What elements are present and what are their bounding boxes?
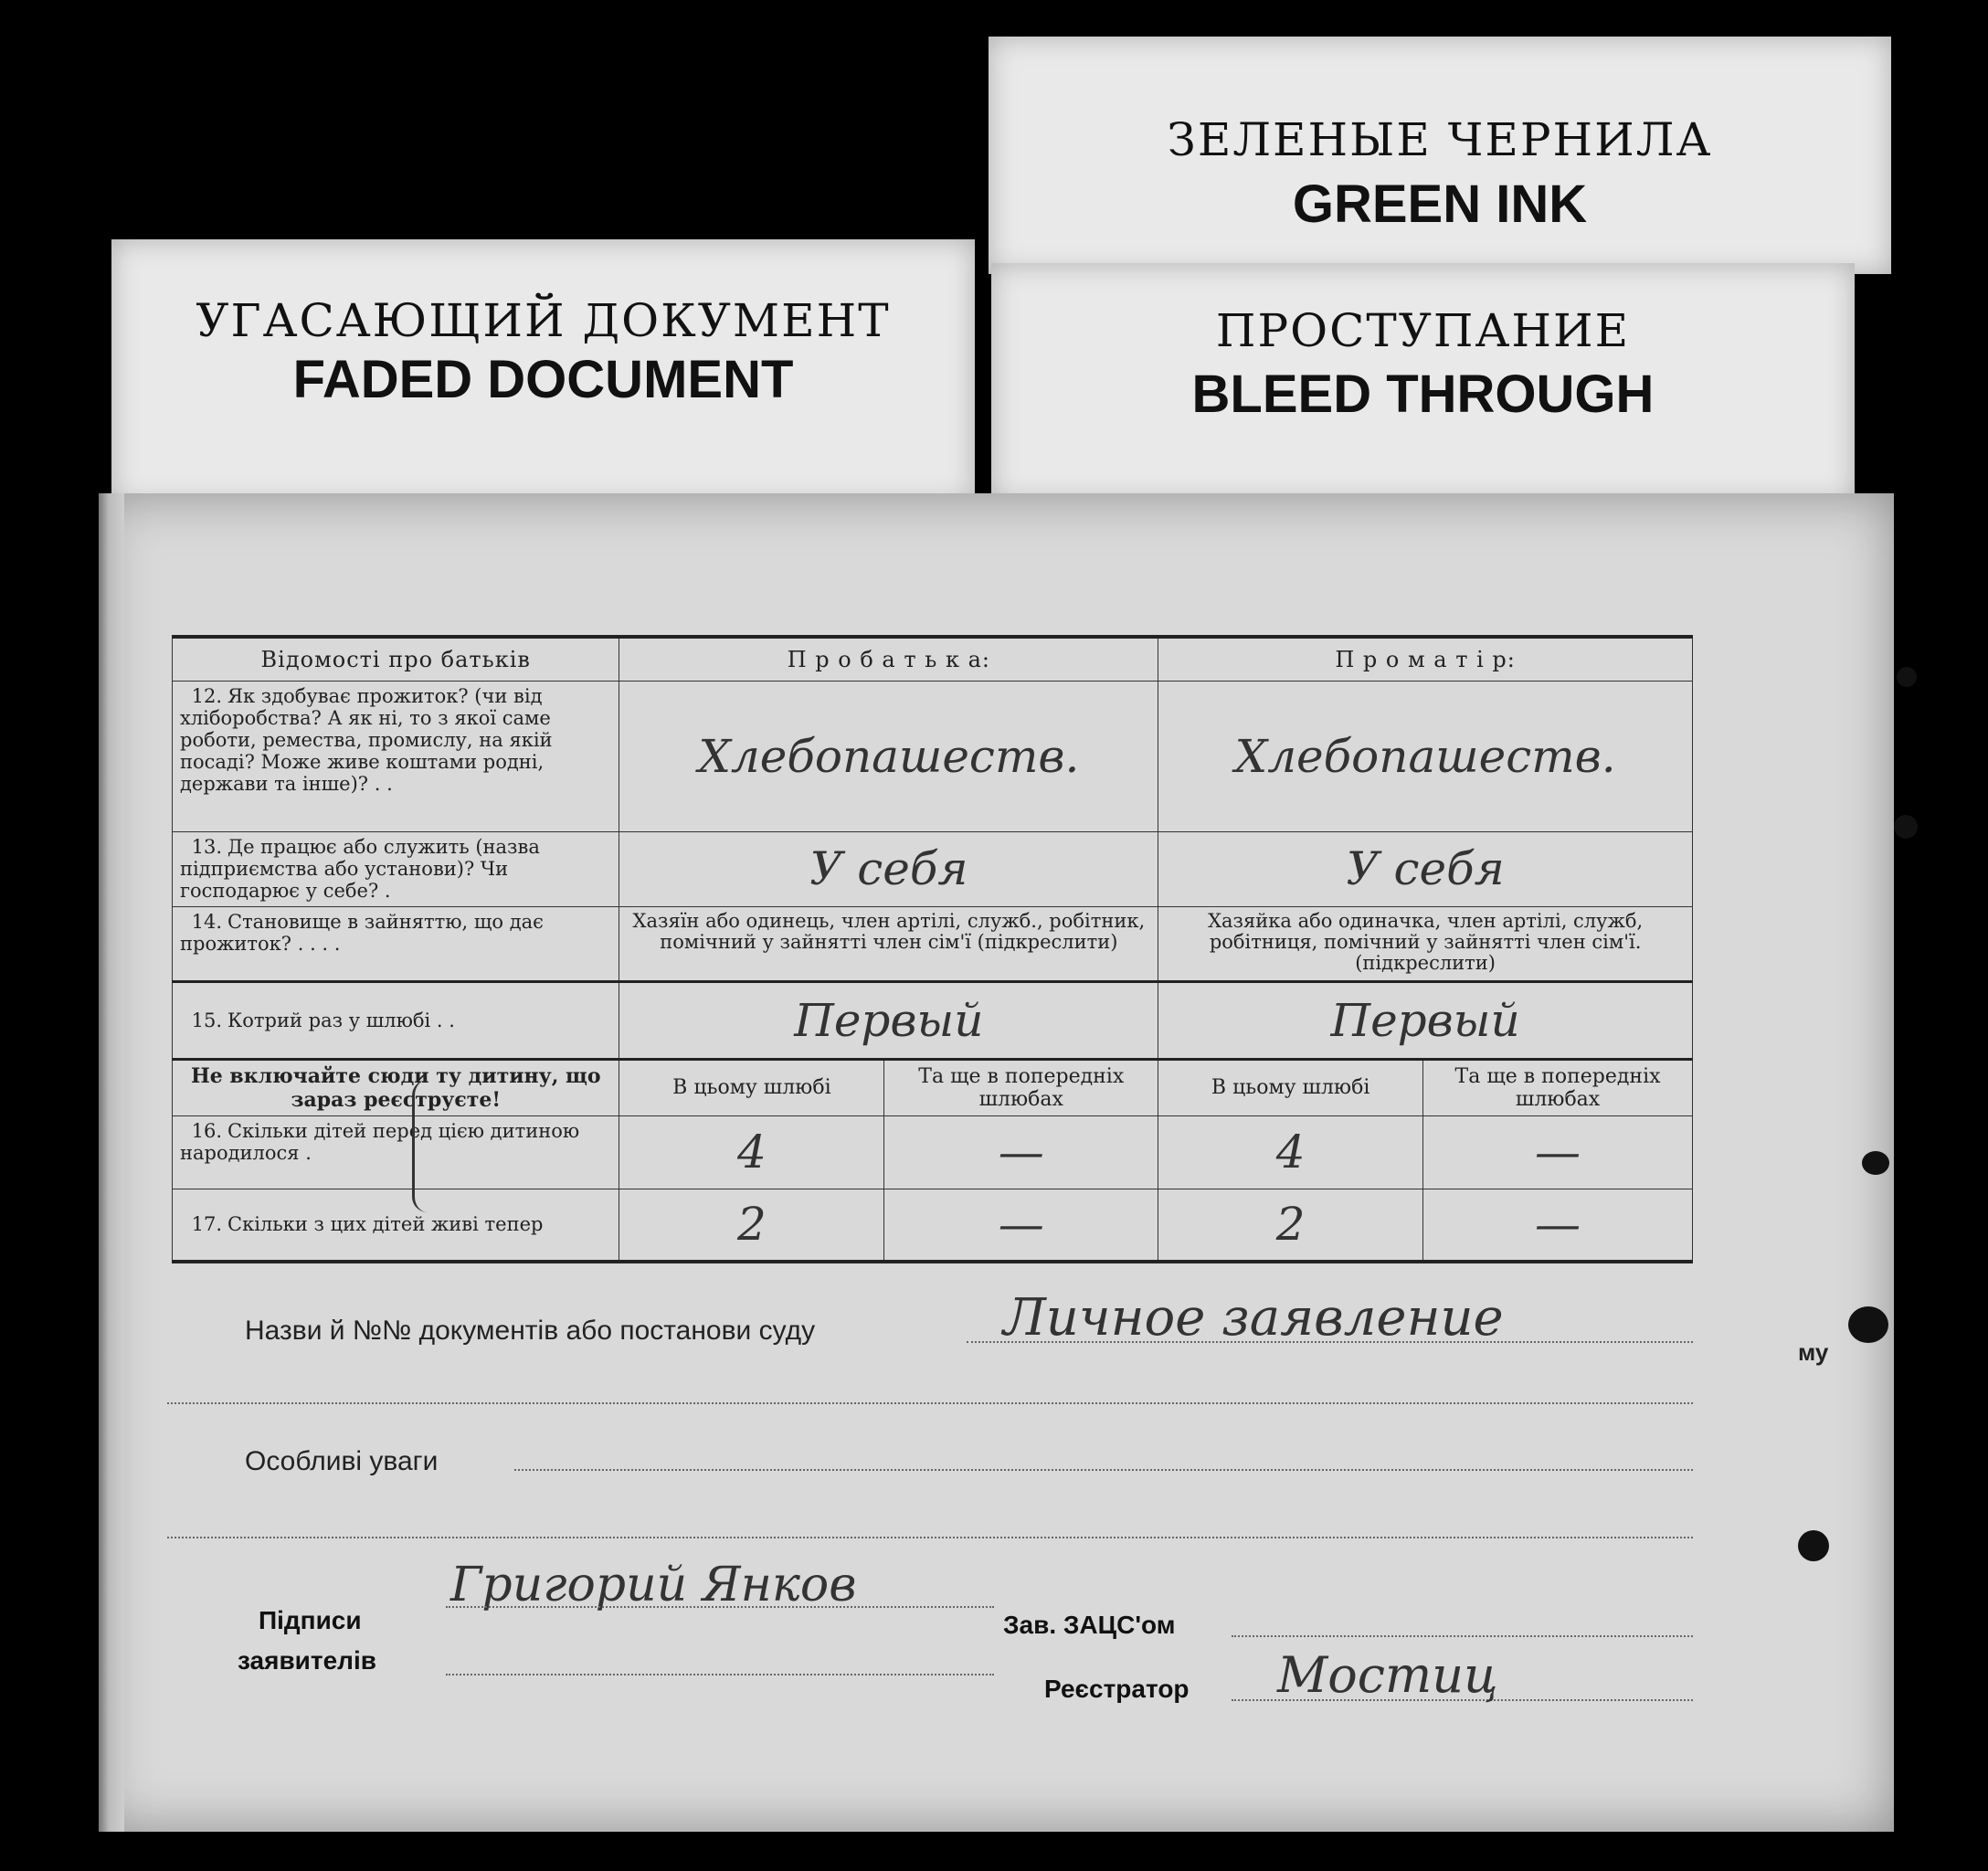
documents-value: Личное заявление — [1003, 1288, 1504, 1348]
mother-prev-marriage-header: Та ще в попередніх шлюбах — [1423, 1059, 1693, 1115]
punch-hole — [1862, 1151, 1889, 1175]
header-father: П р о б а т ь к а: — [619, 637, 1158, 681]
special-remarks-label: Особливі уваги — [245, 1446, 439, 1476]
signatures-label-2: заявителів — [238, 1646, 376, 1675]
label-bleed-ru: ПРОСТУПАНИЕ — [1215, 304, 1631, 357]
punch-hole — [1894, 815, 1918, 839]
father-prev-marriage-header: Та ще в попередніх шлюбах — [884, 1059, 1158, 1115]
question-14: 14. Становище в зайняттю, що дає прожиток? . . . . — [173, 906, 619, 981]
label-green-ru: ЗЕЛЕНЫЕ ЧЕРНИЛА — [1167, 113, 1713, 166]
answer-17-mother-this: 2 — [1158, 1189, 1423, 1262]
label-card-bleed-through — [991, 263, 1855, 502]
parents-info-table — [172, 635, 1693, 1263]
answer-12-father: Хлебопашеств. — [619, 681, 1158, 831]
label-bleed-en: BLEED THROUGH — [1191, 365, 1655, 424]
special-remarks-dotted-line-2 — [167, 1537, 1693, 1538]
punch-hole — [1798, 1530, 1829, 1561]
documents-dotted-line-2 — [167, 1402, 1693, 1404]
head-registry-dotted-line — [1232, 1635, 1693, 1637]
signatures-label-1: Підписи — [259, 1606, 362, 1634]
page-spine — [99, 493, 124, 1832]
question-16: 16. Скільки дітей перед цією дитиною народилося . — [173, 1115, 619, 1189]
punch-hole — [1848, 1306, 1888, 1343]
question-12: 12. Як здобуває прожиток? (чи від хліборобства? А як ні, то з якої саме роботи, ремества, промислу, на якій посаді? Може живе коштами родні, держави та інше)? . . — [173, 681, 619, 831]
answer-14-mother-options: Хазяйка або одиначка, член артілі, служб, робітниця, помічний у зайнятті член сім'ї. (підкреслити) — [1158, 906, 1693, 981]
answer-17-father-prev: — — [884, 1189, 1158, 1262]
question-13: 13. Де працює або служить (назва підприємства або установи)? Чи господарює у себе? . — [173, 831, 619, 906]
registrar-label: Реєстратор — [1044, 1675, 1190, 1703]
label-faded-ru: УГАСАЮЩИЙ ДОКУМЕНТ — [196, 294, 891, 347]
answer-17-mother-prev: — — [1423, 1189, 1693, 1262]
answer-13-father: У себя — [619, 831, 1158, 906]
head-registry-label: Зав. ЗАЦС'ом — [1003, 1611, 1176, 1639]
question-15: 15. Котрий раз у шлюбі . . — [173, 981, 619, 1059]
answer-13-mother: У себя — [1158, 831, 1693, 906]
answer-16-father-this: 4 — [619, 1115, 884, 1189]
label-green-en: GREEN INK — [1292, 174, 1588, 234]
question-17: 17. Скільки з цих дітей живі тепер — [173, 1189, 619, 1262]
signatures-brace — [412, 1080, 428, 1212]
father-this-marriage-header: В цьому шлюбі — [619, 1059, 884, 1115]
registrar-signature: Мостиц — [1277, 1646, 1498, 1704]
label-card-green-ink — [989, 37, 1891, 274]
header-parents-info: Відомості про батьків — [173, 637, 619, 681]
answer-17-father-this: 2 — [619, 1189, 884, 1262]
answer-16-father-prev: — — [884, 1115, 1158, 1189]
mother-this-marriage-header: В цьому шлюбі — [1158, 1059, 1423, 1115]
label-faded-en: FADED DOCUMENT — [292, 350, 794, 409]
documents-label: Назви й №№ документів або постанови суду — [245, 1316, 816, 1346]
answer-16-mother-prev: — — [1423, 1115, 1693, 1189]
header-mother: П р о м а т і р: — [1158, 637, 1693, 681]
punch-hole — [1897, 667, 1917, 687]
special-remarks-dotted-line — [514, 1469, 1693, 1471]
document-page — [99, 493, 1894, 1832]
applicant-dotted-line-1 — [446, 1606, 994, 1608]
margin-text: му — [1798, 1338, 1829, 1366]
applicant-dotted-line-2 — [446, 1674, 994, 1675]
answer-14-father-options: Хазяїн або одинець, член артілі, служб., робітник, помічний у зайнятті член сім'ї (підкреслити) — [619, 906, 1158, 981]
answer-15-mother: Первый — [1158, 981, 1693, 1059]
applicant-signature: Григорий Янков — [450, 1558, 857, 1612]
children-note: Не включайте сюди ту дитину, що зараз реєструєте! — [173, 1059, 619, 1115]
answer-12-mother: Хлебопашеств. — [1158, 681, 1693, 831]
label-card-faded — [111, 239, 975, 504]
answer-15-father: Первый — [619, 981, 1158, 1059]
answer-16-mother-this: 4 — [1158, 1115, 1423, 1189]
